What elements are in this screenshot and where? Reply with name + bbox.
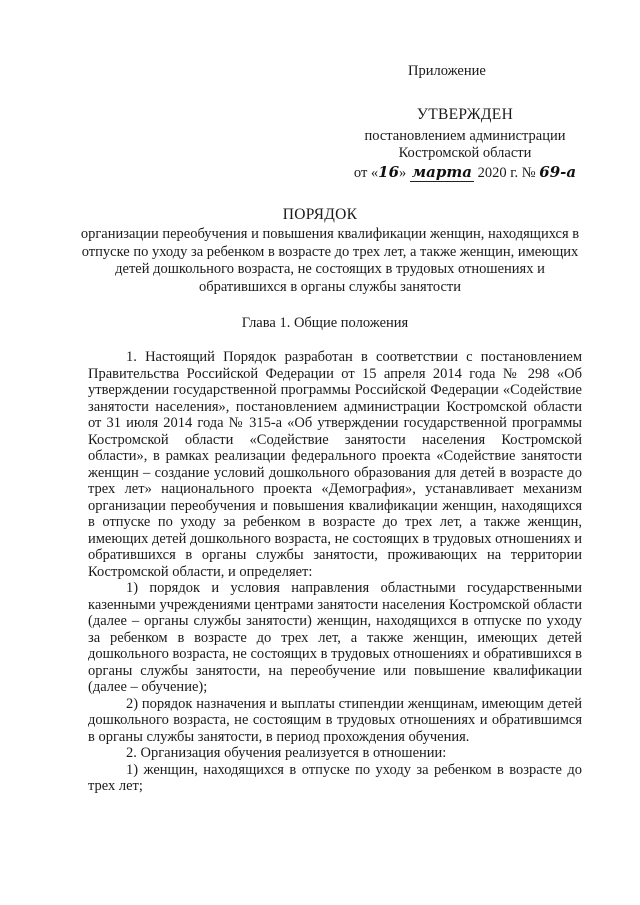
- handwritten-day: 16: [378, 162, 400, 181]
- date-mid: »: [399, 164, 407, 181]
- paragraph: 1. Настоящий Порядок разработан в соответствии с постановлением Правительства Российской Федерации от 15 апреля 2014 года № 298 «Об утверждении государственной программы Российской Федерации «Содействие занятости населения», постановлением администрации Костромской области от 31 июля 2014 года № 315-а «Об утверждении государственной программы Костромской области «Содействие занятости населения Костромской области», в рамках реализации федерального проекта «Содействие занятости женщин – создание условий дошкольного образования для детей в возрасте до трех лет» национального проекта «Демография», устанавливает механизм организации переобучения и повышения квалификации женщин, находящихся в отпуске по уходу за ребенком в возрасте до трех лет, а также женщин, имеющих детей дошкольного возраста, не состоящих в трудовых отношениях и обратившихся в органы службы занятости, проживающих на территории Костромской области, и определяет:: [88, 349, 582, 580]
- appendix-label: Приложение: [408, 63, 486, 79]
- paragraph: 1) женщин, находящихся в отпуске по уходу за ребенком в возрасте до трех лет;: [88, 761, 582, 794]
- document-subtitle: организации переобучения и повышения квалификации женщин, находящихся в отпуске по уходу за ребенком в возрасте до трех лет, а также женщин, имеющих детей дошкольного возраста, не состоящих в трудовых отношениях и обратившихся в органы службы занятости: [80, 226, 580, 295]
- handwritten-doc-number: 69-а: [539, 162, 577, 181]
- date-year: 2020 г. №: [477, 164, 536, 181]
- handwritten-month: марта: [411, 162, 472, 181]
- paragraph: 1) порядок и условия направления областными государственными казенными учреждениями центрами занятости населения Костромской области (далее – органы службы занятости) женщин, находящихся в отпуске по уходу за ребенком в возрасте до трех лет, а также женщин, имеющих детей дошкольного возраста, не состоящих в трудовых отношениях и обратившихся в органы службы занятости, на переобучение или повышение квалификации (далее – обучение);: [88, 580, 582, 695]
- document-body: [88, 349, 582, 795]
- chapter-heading: Глава 1. Общие положения: [241, 315, 409, 331]
- date-prefix: от «: [353, 164, 379, 181]
- approval-date-line: [300, 164, 630, 183]
- document-title: ПОРЯДОК: [282, 206, 358, 223]
- paragraph: 2. Организация обучения реализуется в отношении:: [126, 745, 447, 761]
- approved-title: УТВЕРЖДЕН: [416, 106, 514, 123]
- paragraph: 2) порядок назначения и выплаты стипендии женщинам, имеющим детей дошкольного возраста, не состоящим в трудовых отношениях и обратившимся в органы службы занятости, в период прохождения обучения.: [88, 695, 582, 745]
- approved-line-1: постановлением администрации: [364, 127, 566, 144]
- approval-stamp: [300, 106, 630, 182]
- approved-line-2: Костромской области: [398, 145, 532, 161]
